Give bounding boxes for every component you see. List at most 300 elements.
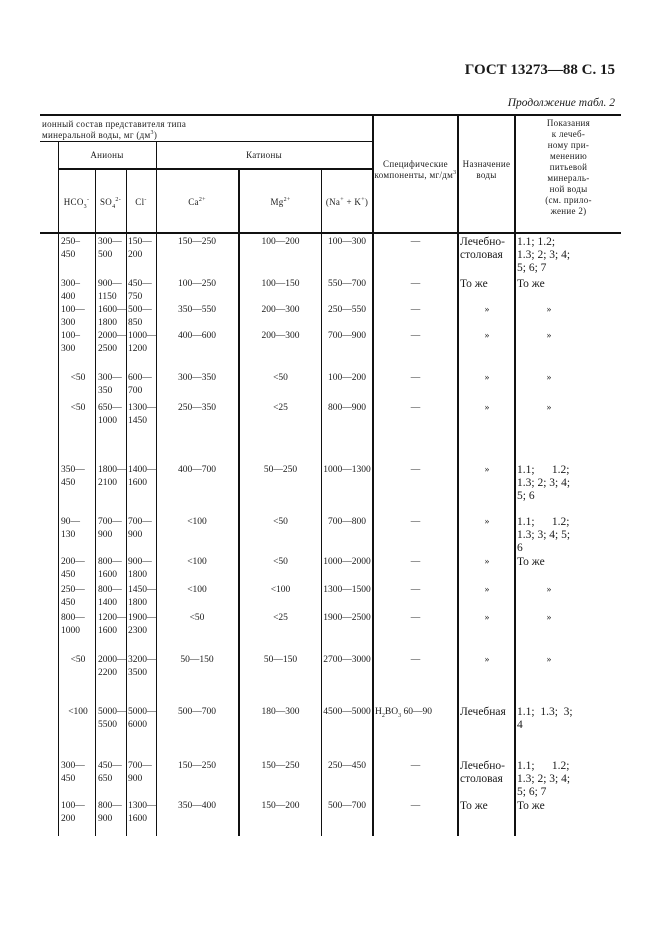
cell-hco3-line: 100—: [61, 801, 85, 811]
cell-mg: [240, 304, 321, 317]
cell-purpose: [460, 372, 514, 385]
cell-so4-line: 1800—: [98, 465, 127, 475]
cell-ca: [156, 464, 238, 477]
cell-mg: [240, 330, 321, 343]
cell-hco3-line: 250—: [61, 585, 85, 595]
cell-indications-line: 1.1; 1.2;: [517, 236, 556, 248]
cell-hco3: [61, 760, 95, 786]
cell-indications-line: 4: [517, 719, 523, 731]
cell-ca: [156, 612, 238, 625]
indications-header-line: ному при-: [547, 140, 590, 150]
cell-indications-line: То же: [517, 800, 545, 812]
cell-cl-line: 1450—: [128, 585, 157, 595]
cell-indications: [517, 800, 581, 813]
indications-header-line: к лечеб-: [551, 129, 586, 139]
cell-indications-line: »: [546, 655, 552, 665]
indications-header-line: минераль-: [547, 173, 590, 183]
cell-indications: [517, 654, 581, 667]
cell-purpose-line: »: [484, 517, 490, 527]
cell-cl-line: 1450: [128, 416, 147, 426]
cell-na-k: [322, 584, 372, 597]
cell-na-k: [322, 800, 372, 813]
cell-ca-line: 150—250: [178, 761, 216, 771]
indications-header-line: питьевой: [549, 162, 588, 172]
cell-so4-line: 1600—: [98, 305, 127, 315]
cell-so4-line: 2000—: [98, 331, 127, 341]
cell-na-k: [322, 464, 372, 477]
cell-purpose: [460, 304, 514, 317]
cell-so4-line: 2000—: [98, 655, 127, 665]
cell-purpose-line: То же: [460, 800, 488, 812]
cell-ca: [156, 372, 238, 385]
cell-hco3: [61, 612, 95, 638]
group-header-line1: ионный состав представителя типа: [42, 119, 187, 129]
cell-hco3: [61, 556, 95, 582]
cell-mg-line: 150—200: [261, 801, 300, 811]
cell-ca: [156, 278, 238, 291]
col-divider: [95, 170, 96, 836]
cell-na-k: [322, 612, 372, 625]
cell-specific-components: [374, 516, 457, 529]
cell-mg-line: 200—300: [261, 305, 300, 315]
cell-purpose-line: »: [484, 557, 490, 567]
formula-h-sub: 2: [381, 712, 385, 719]
cell-indications-line: 1.1; 1.3; 3;: [517, 706, 573, 718]
cell-specific-components: [374, 330, 457, 343]
cell-so4-line: 300—: [98, 373, 122, 383]
cell-purpose: [460, 612, 514, 625]
cell-hco3: [61, 330, 95, 356]
cell-cl-line: 750: [128, 292, 143, 302]
cell-specific-components: [374, 278, 457, 291]
cell-so4: [98, 464, 126, 490]
cell-hco3-line: 450: [61, 570, 76, 580]
cell-ca-line: 250—350: [178, 403, 216, 413]
cell-na-k-line: 500—700: [328, 801, 366, 811]
cell-specific-components: [374, 372, 457, 385]
cell-so4: [98, 706, 126, 732]
cell-so4-line: 1000: [98, 416, 117, 426]
cell-cl-line: 1400—: [128, 465, 157, 475]
cell-purpose: [460, 236, 514, 262]
cell-indications-line: 1.3; 3; 4; 5;: [517, 529, 571, 541]
cell-hco3-line: 300–: [61, 279, 80, 289]
cell-hco3-line: 300: [61, 318, 76, 328]
page-header: ГОСТ 13273—88 С. 15: [464, 62, 615, 78]
cell-specific-components: [374, 402, 457, 415]
cell-mg-line: 100—200: [261, 237, 300, 247]
cell-ca: [156, 800, 238, 813]
cell-na-k-line: 1000—1300: [323, 465, 371, 475]
cell-hco3: [61, 236, 95, 262]
cell-purpose: [460, 402, 514, 415]
cell-so4-line: 2100: [98, 478, 117, 488]
cell-specific-components: [374, 584, 457, 597]
cell-cl-line: 850: [128, 318, 143, 328]
cell-hco3-line: 400: [61, 292, 76, 302]
cell-ca-line: <100: [187, 557, 207, 567]
cell-indications: [517, 584, 581, 597]
cell-mg-line: 50—150: [263, 655, 298, 665]
cell-na-k: [322, 278, 372, 291]
cell-so4: [98, 800, 126, 826]
cell-specific-components-line: —: [410, 557, 421, 567]
cell-purpose: [460, 760, 514, 786]
cations-header: Катионы: [246, 150, 282, 160]
cell-na-k-line: 800—900: [328, 403, 366, 413]
cell-ca: [156, 516, 238, 529]
col-header-hco3: $HCO_3^-$: [63, 197, 90, 210]
mineral-water-composition-table: [40, 114, 621, 836]
cell-hco3-line: 450: [61, 250, 76, 260]
cell-cl-line: 200: [128, 250, 143, 260]
cell-cl-line: 3500: [128, 668, 147, 678]
cell-indications-line: »: [546, 403, 552, 413]
cell-so4: [98, 654, 126, 680]
cell-purpose-line: »: [484, 585, 490, 595]
cell-na-k: [322, 236, 372, 249]
cell-so4: [98, 584, 126, 610]
cell-purpose-line: Лечебно-: [460, 760, 506, 772]
cell-mg-line: <25: [273, 613, 288, 623]
cell-purpose-line: Лечебно-: [460, 236, 506, 248]
cell-na-k: [322, 556, 372, 569]
col-header-indications: [516, 118, 621, 217]
cell-so4: [98, 516, 126, 542]
cell-ca: [156, 706, 238, 719]
cell-cl-line: 1800: [128, 598, 147, 608]
cell-so4-line: 5000—: [98, 707, 127, 717]
cell-so4-line: 900—: [98, 279, 122, 289]
cell-indications-line: »: [546, 305, 552, 315]
cell-indications-line: 5; 6: [517, 490, 535, 502]
cell-purpose: [460, 584, 514, 597]
cell-cl: [128, 304, 156, 330]
cell-specific-components-line: —: [410, 305, 421, 315]
cell-cl-line: 900—: [128, 557, 152, 567]
cell-mg: [240, 584, 321, 597]
cell-purpose-line: Лечебная: [460, 706, 506, 718]
cell-purpose: [460, 654, 514, 667]
group-header-line2: минеральной воды, мг $(дм^3)$: [42, 130, 158, 140]
cell-purpose-line: »: [484, 403, 490, 413]
cell-cl-line: 1600: [128, 814, 147, 824]
cell-hco3: [61, 304, 95, 330]
cell-indications-line: 1.1; 1.2;: [517, 516, 570, 528]
cell-hco3-line: 300—: [61, 761, 85, 771]
cell-so4: [98, 556, 126, 582]
cell-indications: [517, 402, 581, 415]
cell-cl: [128, 706, 156, 732]
cell-so4-line: 450—: [98, 761, 122, 771]
cell-so4-line: 1600: [98, 626, 117, 636]
cell-na-k-line: 2700—3000: [323, 655, 371, 665]
cell-purpose-line: »: [484, 373, 490, 383]
cell-na-k: [322, 760, 372, 773]
cell-cl-line: 1600: [128, 478, 147, 488]
cell-cl-line: 1800: [128, 570, 147, 580]
cell-cl: [128, 464, 156, 490]
cell-indications-line: 1.3; 2; 3; 4;: [517, 477, 571, 489]
cell-specific-components: [374, 304, 457, 317]
cell-mg: [240, 654, 321, 667]
cell-specific-components-line: —: [410, 373, 421, 383]
cell-na-k-line: 4500—5000: [323, 707, 371, 717]
table-top-rule: [40, 114, 621, 116]
cell-so4-line: 300—: [98, 237, 122, 247]
cell-ca-line: 300—350: [178, 373, 216, 383]
cell-so4: [98, 330, 126, 356]
cell-indications: [517, 236, 581, 275]
cell-cl-line: 700—: [128, 517, 152, 527]
cell-hco3-line: 90—: [61, 517, 80, 527]
cell-ca: [156, 304, 238, 317]
cell-so4: [98, 402, 126, 428]
cell-ca: [156, 236, 238, 249]
formula-bo: BO: [384, 707, 399, 717]
cell-purpose-line: »: [484, 465, 490, 475]
cell-so4-line: 2200: [98, 668, 117, 678]
formula-bo-sub: 3: [398, 712, 402, 719]
cell-specific-components: [374, 464, 457, 477]
cell-cl-line: 500—: [128, 305, 152, 315]
cell-purpose: [460, 464, 514, 477]
cell-na-k-line: 250—450: [328, 761, 366, 771]
cell-hco3-line: 200—: [61, 557, 85, 567]
cell-purpose-line: »: [484, 305, 490, 315]
cell-mg: [240, 612, 321, 625]
cell-hco3-line: 350—: [61, 465, 85, 475]
cell-ca-line: 350—400: [178, 801, 216, 811]
cell-indications-line: 1.1; 1.2;: [517, 760, 570, 772]
cell-mg: [240, 402, 321, 415]
cell-ca-line: 150—250: [178, 237, 216, 247]
indications-header-line: ной воды: [549, 184, 588, 194]
cell-specific-components-line: —: [410, 403, 421, 413]
cell-hco3-line: 100—: [61, 305, 85, 315]
cell-cl: [128, 402, 156, 428]
cell-na-k-line: 700—900: [328, 331, 366, 341]
cell-specific-components-line: —: [410, 237, 421, 247]
cell-so4: [98, 372, 126, 398]
cell-hco3-line: <100: [68, 707, 88, 717]
cell-specific-components: [374, 556, 457, 569]
cell-specific-components: [374, 654, 457, 667]
cell-purpose: [460, 706, 514, 719]
cell-hco3-line: <50: [70, 403, 86, 413]
col-header-mg: $Mg^{2+}$: [270, 197, 291, 207]
cell-hco3-line: 130: [61, 530, 76, 540]
cell-cl: [128, 654, 156, 680]
cell-so4-line: 1150: [98, 292, 117, 302]
cell-so4-line: 900: [98, 530, 113, 540]
cell-mg-line: 150—250: [261, 761, 300, 771]
cell-specific-components: [374, 800, 457, 813]
cell-ca: [156, 584, 238, 597]
cell-purpose: [460, 278, 514, 291]
cell-hco3-line: 450: [61, 774, 76, 784]
cell-hco3-line: 800—: [61, 613, 85, 623]
cell-cl-line: 700—: [128, 761, 152, 771]
cell-mg-line: <100: [270, 585, 291, 595]
cell-cl: [128, 516, 156, 542]
cell-so4-line: 700—: [98, 517, 122, 527]
cell-mg: [240, 278, 321, 291]
col-header-ca: $Ca^{2+}$: [188, 197, 206, 207]
cell-cl: [128, 800, 156, 826]
cell-so4-line: 800—: [98, 585, 122, 595]
cell-na-k-line: 1000—2000: [323, 557, 371, 567]
cell-purpose-line: То же: [460, 278, 488, 290]
cell-indications: [517, 304, 581, 317]
cell-indications: [517, 330, 581, 343]
cell-mg-line: <50: [273, 557, 288, 567]
cell-ca-line: 350—550: [178, 305, 216, 315]
cell-indications-line: »: [546, 373, 552, 383]
cell-cl: [128, 612, 156, 638]
cell-mg: [240, 760, 321, 773]
cell-na-k-line: 100—300: [328, 237, 366, 247]
cell-indications-line: То же: [517, 556, 545, 568]
group-header-ion-composition: [42, 119, 362, 141]
cell-so4-line: 2500: [98, 344, 117, 354]
cell-cl-line: 1000—: [128, 331, 157, 341]
col-header-purpose: [459, 159, 514, 181]
cell-cl-line: 700: [128, 386, 143, 396]
cell-specific-components-line: —: [410, 279, 421, 289]
cell-na-k: [322, 516, 372, 529]
cell-purpose: [460, 330, 514, 343]
col-divider: [126, 170, 127, 836]
cell-ca-line: 100—250: [178, 279, 216, 289]
cell-na-k-line: 1300—1500: [323, 585, 371, 595]
purpose-header-line1: Назначение: [462, 159, 511, 169]
cell-specific-components-line: —: [410, 613, 421, 623]
cell-so4: [98, 278, 126, 304]
cell-na-k: [322, 330, 372, 343]
cell-cl: [128, 236, 156, 262]
cell-indications: [517, 516, 581, 555]
cell-specific-components-line: —: [410, 761, 421, 771]
cell-cl-line: 150—: [128, 237, 152, 247]
cell-cl-line: 6000: [128, 720, 147, 730]
cell-indications: [517, 372, 581, 385]
cell-hco3-line: <50: [70, 373, 86, 383]
cell-purpose: [460, 800, 514, 813]
cell-mg-line: <50: [273, 517, 288, 527]
cell-mg-line: 200—300: [261, 331, 300, 341]
cell-ca-line: 500—700: [178, 707, 216, 717]
cell-na-k-line: 1900—2500: [323, 613, 371, 623]
col-divider: [321, 170, 322, 836]
cell-indications-line: 1.3; 2; 3; 4;: [517, 773, 571, 785]
cell-purpose-line: столовая: [460, 249, 503, 261]
cell-indications: [517, 706, 581, 732]
cell-specific-components: [374, 612, 457, 625]
cell-purpose-line: »: [484, 331, 490, 341]
cell-hco3-line: <50: [70, 655, 86, 665]
formula-h: H: [375, 707, 382, 717]
cell-hco3-line: 450: [61, 478, 76, 488]
cell-cl-line: 2300: [128, 626, 147, 636]
cell-hco3-line: 450: [61, 598, 76, 608]
cell-purpose: [460, 556, 514, 569]
cell-hco3: [61, 800, 95, 826]
cell-cl-line: 1300—: [128, 801, 157, 811]
cell-specific-components: [374, 760, 457, 773]
col-divider: [58, 141, 59, 836]
cell-so4-line: 500: [98, 250, 113, 260]
cell-cl: [128, 330, 156, 356]
cell-mg-line: <25: [273, 403, 288, 413]
cell-so4-line: 650—: [98, 403, 122, 413]
cell-hco3-line: 100–: [61, 331, 80, 341]
cell-specific-components-line: —: [410, 801, 421, 811]
cell-indications: [517, 612, 581, 625]
cell-ca: [156, 760, 238, 773]
cell-indications-line: »: [546, 585, 552, 595]
cell-mg: [240, 372, 321, 385]
cell-mg: [240, 800, 321, 813]
cell-mg: [240, 706, 321, 719]
cell-cl-line: 5000—: [128, 707, 157, 717]
cell-hco3-line: 250–: [61, 237, 80, 247]
col-header-cl: Cl-: [135, 197, 147, 207]
cell-indications-line: 1.1; 1.2;: [517, 464, 570, 476]
cell-ca-line: 50—150: [180, 655, 214, 665]
col-divider: [238, 170, 240, 836]
cell-so4: [98, 760, 126, 786]
cell-na-k: [322, 372, 372, 385]
cell-so4-line: 800—: [98, 801, 122, 811]
cell-mg: [240, 236, 321, 249]
cell-hco3: [61, 706, 95, 719]
cell-indications: [517, 556, 581, 569]
cell-cl: [128, 372, 156, 398]
cell-ca: [156, 556, 238, 569]
cell-hco3: [61, 516, 95, 542]
cell-hco3-line: 1000: [61, 626, 80, 636]
cell-indications-line: 1.3; 2; 3; 4;: [517, 249, 571, 261]
cell-mg-line: 50—250: [263, 465, 298, 475]
cell-na-k-line: 550—700: [328, 279, 366, 289]
col-divider: [457, 114, 459, 836]
cell-specific-components-line: —: [410, 655, 421, 665]
cell-purpose-line: »: [484, 655, 490, 665]
cell-so4: [98, 236, 126, 262]
cell-indications-line: 5; 6; 7: [517, 262, 547, 274]
cell-cl-line: 1300—: [128, 403, 157, 413]
cell-ca: [156, 654, 238, 667]
cell-hco3: [61, 464, 95, 490]
indications-header-line: (см. прило-: [545, 195, 592, 205]
cell-so4: [98, 304, 126, 330]
indications-header-line: жение 2): [550, 206, 587, 216]
cell-purpose-line: столовая: [460, 773, 503, 785]
header-body-rule: [40, 232, 621, 234]
cell-hco3-line: 200: [61, 814, 76, 824]
cell-ca-line: <100: [187, 517, 207, 527]
cell-indications: [517, 464, 581, 503]
cell-hco3: [61, 402, 95, 415]
indications-header-line: менению: [550, 151, 587, 161]
col-header-so4: $SO_4^{2-}$: [99, 197, 122, 210]
cell-specific-components-line: —: [410, 465, 421, 475]
cell-cl-line: 1200: [128, 344, 147, 354]
cell-so4-line: 800—: [98, 557, 122, 567]
cell-purpose-line: »: [484, 613, 490, 623]
ion-group-rule: [58, 168, 373, 170]
